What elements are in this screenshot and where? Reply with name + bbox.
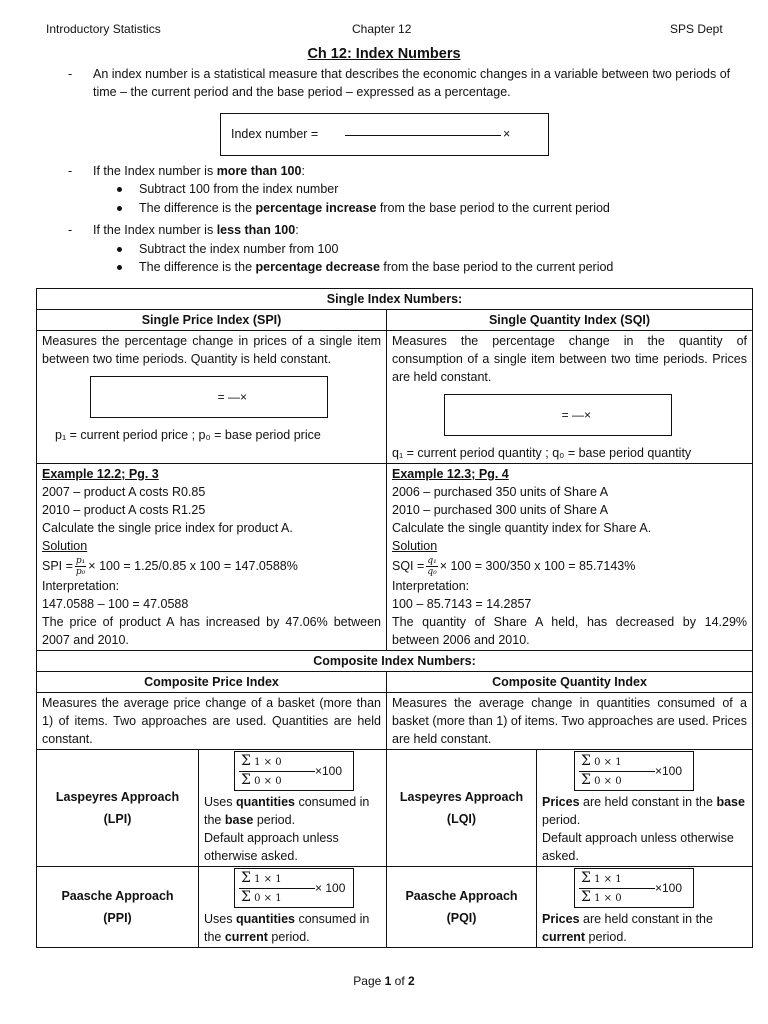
pqi-desc	[542, 910, 747, 946]
lpi-numerator: 1 × 0	[254, 757, 282, 769]
lpi-name-cell	[37, 750, 199, 867]
lpi-desc-mid: consumed in the	[204, 795, 370, 828]
ppi-desc-post: period.	[267, 930, 310, 945]
sqi-legend: q₁ = current period quantity ; q₀ = base period quantity	[392, 446, 692, 460]
spi-description: Measures the percentage change in prices of a single item between two time periods. Quantity is held constant.	[42, 334, 381, 366]
formula-label: Index number =	[231, 127, 319, 141]
less-than-lead: If the Index number is	[93, 223, 217, 237]
lqi-name-cell	[387, 750, 537, 867]
lqi-extra: Default approach unless otherwise asked.	[542, 831, 734, 864]
header-center: Chapter 12	[352, 22, 412, 36]
pqi-desc-bold2: current	[542, 930, 586, 945]
more-than-lead: If the Index number is	[93, 164, 217, 178]
lpi-desc-pre: Uses	[204, 795, 236, 810]
index-table	[36, 288, 753, 948]
ppi-name: Paasche Approach	[61, 889, 174, 904]
footer-pre: Page	[353, 974, 385, 988]
sqi-interpretation-label: Interpretation:	[392, 579, 470, 594]
ppi-numerator: 1 × 1	[254, 874, 282, 886]
spi-interpretation-calc: 147.0588 – 100 = 47.0588	[42, 597, 189, 612]
cpi-description: Measures the average price change of a basket (more than 1) of items. Two approaches are used. Quantities are held constant.	[37, 693, 387, 750]
page-title: Ch 12: Index Numbers	[307, 46, 461, 62]
spi-example-line-3: Calculate the single price index for product A.	[42, 521, 293, 535]
less-than-tail: :	[295, 223, 299, 237]
spi-frac-den: p₀	[75, 567, 86, 578]
spi-conclusion: The price of product A has increased by 47.06% between 2007 and 2010.	[42, 615, 381, 648]
footer-total: 2	[408, 974, 415, 988]
less-than-item-1-text: Subtract the index number from 100	[139, 242, 339, 256]
spi-description-cell	[37, 331, 387, 464]
pqi-numerator: 1 × 1	[594, 874, 622, 886]
lqi-desc-post: period.	[542, 813, 581, 828]
lqi-desc-bold2: base	[716, 795, 745, 810]
less-than-item-2-bold: percentage decrease	[255, 260, 380, 274]
ppi-denominator: 0 × 1	[254, 893, 282, 905]
lpi-desc-bold2: base	[224, 813, 254, 828]
lpi-sigma-num: Σ	[241, 753, 251, 770]
less-than-bold: less than 100	[216, 223, 296, 237]
intro-text: An index number is a statistical measure that describes the economic changes in a variable between two periods of time – the current period and the base period – expressed as a percentage.	[93, 67, 731, 99]
lpi-desc	[204, 793, 381, 829]
lqi-formula	[574, 751, 694, 791]
pqi-name-cell	[387, 867, 537, 948]
sqi-fraction	[426, 556, 437, 577]
footer-mid: of	[391, 974, 409, 988]
cqi-title: Composite Quantity Index	[387, 672, 753, 693]
lpi-desc-bold1: quantities	[235, 795, 295, 810]
sqi-example-title: Example 12.3; Pg. 4	[392, 467, 509, 481]
more-than-tail: :	[301, 164, 305, 178]
lpi-denominator: 0 × 0	[254, 776, 282, 788]
spi-example-cell	[37, 464, 387, 651]
lpi-sigma-den: Σ	[241, 772, 251, 789]
pqi-detail-cell	[537, 867, 753, 948]
lqi-sigma-num: Σ	[581, 753, 591, 770]
sqi-conclusion: The quantity of Share A held, has decreased by 14.29% between 2006 and 2010.	[392, 615, 748, 648]
ppi-desc-pre: Uses	[204, 912, 236, 927]
index-number-formula	[220, 113, 549, 156]
pqi-desc-bold1: Prices	[542, 912, 580, 927]
ppi-detail-cell	[199, 867, 387, 948]
lqi-multiplier: ×100	[655, 764, 683, 779]
sqi-example-line-3: Calculate the single quantity index for Share A.	[392, 521, 652, 535]
lqi-desc-bold1: Prices	[542, 795, 580, 810]
pqi-abbr: (PQI)	[446, 911, 477, 926]
spi-title: Single Price Index (SPI)	[37, 310, 387, 331]
sqi-description-cell	[387, 331, 753, 464]
ppi-multiplier: × 100	[315, 881, 346, 896]
spi-calc-suffix: × 100 = 1.25/0.85 x 100 = 147.0588%	[88, 559, 298, 573]
ppi-desc-mid: consumed in the	[204, 912, 370, 945]
ppi-desc	[204, 910, 381, 946]
single-index-title: Single Index Numbers:	[37, 289, 753, 310]
lqi-detail-cell	[537, 750, 753, 867]
sqi-solution-label: Solution	[392, 539, 438, 553]
more-than-item-2-pre: The difference is the	[139, 201, 256, 215]
spi-calc-prefix: SPI =	[42, 559, 73, 573]
composite-index-title: Composite Index Numbers:	[37, 651, 753, 672]
ppi-formula	[234, 868, 354, 908]
pqi-sigma-den: Σ	[581, 889, 591, 906]
sqi-calc-prefix: SQI =	[392, 559, 425, 573]
lqi-numerator: 0 × 1	[594, 757, 622, 769]
lqi-name: Laspeyres Approach	[399, 790, 524, 805]
formula-times: ×	[503, 127, 511, 141]
header-left: Introductory Statistics	[46, 22, 161, 36]
spi-legend: p₁ = current period price ; p₀ = base period price	[55, 428, 321, 442]
pqi-formula	[574, 868, 694, 908]
spi-interpretation-label: Interpretation:	[42, 579, 120, 594]
ppi-sigma-den: Σ	[241, 889, 251, 906]
lpi-detail-cell	[199, 750, 387, 867]
pqi-desc-post: period.	[585, 930, 627, 945]
more-than-item-2-bold: percentage increase	[255, 201, 377, 215]
sqi-title: Single Quantity Index (SQI)	[387, 310, 753, 331]
less-than-item-2-pre: The difference is the	[139, 260, 256, 274]
spi-formula-box	[90, 376, 328, 418]
lqi-denominator: 0 × 0	[594, 776, 622, 788]
more-than-item-1-text: Subtract 100 from the index number	[139, 182, 339, 196]
lqi-abbr: (LQI)	[446, 812, 477, 827]
more-than-item-2-post: from the base period to the current period	[376, 201, 610, 215]
page-footer	[0, 974, 768, 988]
spi-solution-label: Solution	[42, 539, 88, 553]
spi-example-line-2: 2010 – product A costs R1.25	[42, 503, 206, 517]
spi-calculation	[42, 555, 381, 577]
less-than-item-2-post: from the base period to the current period	[379, 260, 614, 274]
lqi-desc-mid: are held constant in the	[579, 795, 717, 810]
pqi-sigma-num: Σ	[581, 870, 591, 887]
header-right: SPS Dept	[670, 22, 723, 36]
spi-frac-num: p₁	[75, 556, 86, 567]
lpi-multiplier: ×100	[315, 764, 343, 779]
sqi-example-cell	[387, 464, 753, 651]
more-than-bold: more than 100	[216, 164, 302, 178]
ppi-desc-bold1: quantities	[235, 912, 295, 927]
lqi-desc	[542, 793, 747, 829]
lpi-formula	[234, 751, 354, 791]
pqi-denominator: 1 × 0	[594, 893, 622, 905]
pqi-desc-mid: are held constant in the	[579, 912, 713, 927]
cqi-description: Measures the average change in quantities consumed of a basket (more than 1) of items. Two approaches are used. Prices are held constant.	[387, 693, 753, 750]
lpi-name: Laspeyres Approach	[55, 790, 180, 805]
lpi-extra: Default approach unless otherwise asked.	[204, 831, 339, 864]
sqi-calculation	[392, 555, 747, 577]
sqi-example-line-2: 2010 – purchased 300 units of Share A	[392, 503, 609, 517]
pqi-name: Paasche Approach	[405, 889, 518, 904]
formula-fraction-line	[345, 135, 501, 136]
lqi-sigma-den: Σ	[581, 772, 591, 789]
sqi-description: Measures the percentage change in the quantity of consumption of a single item between two time periods. Prices are held constant.	[392, 334, 748, 384]
spi-formula-eq: = —×	[217, 390, 247, 404]
sqi-frac-den: q₀	[427, 567, 437, 578]
ppi-sigma-num: Σ	[241, 870, 251, 887]
sqi-frac-num: q₁	[427, 556, 437, 567]
lpi-abbr: (LPI)	[103, 812, 132, 827]
ppi-desc-bold2: current	[224, 930, 268, 945]
lpi-desc-post: period.	[253, 813, 296, 828]
spi-example-line-1: 2007 – product A costs R0.85	[42, 485, 206, 499]
ppi-abbr: (PPI)	[103, 911, 132, 926]
sqi-calc-suffix: × 100 = 300/350 x 100 = 85.7143%	[439, 559, 636, 573]
sqi-interpretation-calc: 100 – 85.7143 = 14.2857	[392, 597, 532, 612]
ppi-name-cell	[37, 867, 199, 948]
sqi-formula-eq: = —×	[561, 408, 591, 422]
cpi-title: Composite Price Index	[37, 672, 387, 693]
spi-example-title: Example 12.2; Pg. 3	[42, 467, 159, 481]
spi-fraction	[75, 556, 86, 577]
pqi-multiplier: ×100	[655, 881, 683, 896]
footer-page: 1	[384, 974, 392, 988]
sqi-example-line-1: 2006 – purchased 350 units of Share A	[392, 485, 609, 499]
sqi-formula-box	[444, 394, 672, 436]
